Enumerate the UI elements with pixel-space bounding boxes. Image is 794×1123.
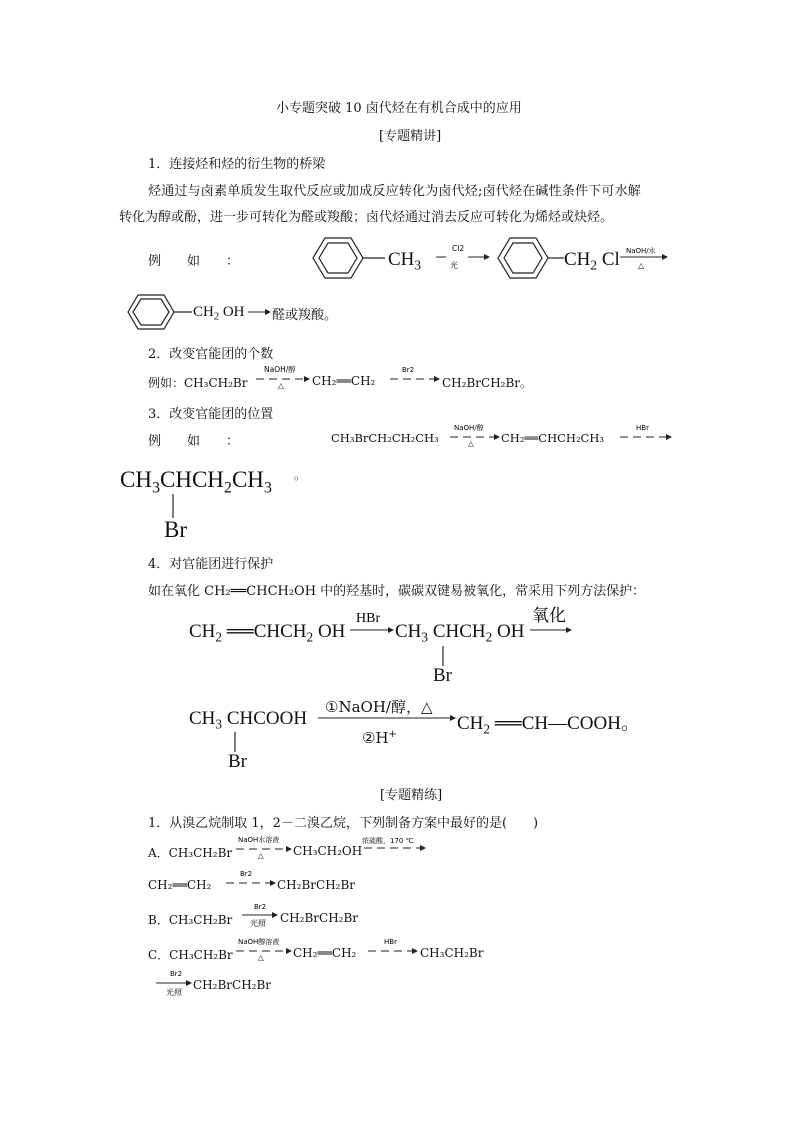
arrow-c-hbr [366,938,418,960]
svg-text:NaOH醇溶液: NaOH醇溶液 [238,938,280,946]
option-a-product: CH₂BrCH₂Br [277,878,356,892]
option-c-ethylene: CH₂══CH₂ [293,946,357,960]
hydroxymethyl-group: $CH_2$ OH [193,304,245,323]
option-c-product: CH₂BrCH₂Br [193,978,272,992]
ex3-bromo: Br [164,517,187,542]
ex3-period: 。 [294,468,307,482]
option-b-product: CH₂BrCH₂Br [280,911,359,925]
cond-naoh-water: NaOH/水 [626,247,656,255]
svg-text:光照: 光照 [250,919,266,928]
arrow-c-substitution [156,968,192,998]
svg-text:HBr: HBr [636,424,649,432]
heading-2: 2．改变官能团的个数 [148,347,274,362]
chloromethyl-group: $CH_2$ Cl [564,249,620,273]
svg-text:△: △ [258,851,264,860]
allyl-alcohol: $CH_2$ $══CHCH_2$ OH [189,621,346,645]
arrow-a-bromination [224,870,276,892]
svg-text:HBr: HBr [384,938,397,946]
arrow-hydrolysis [618,244,668,272]
section-title-lecture: [专题精讲] [379,129,442,144]
arrow-oxidation [247,305,271,319]
svg-text:NaOH/醇: NaOH/醇 [454,424,484,432]
svg-text:Br2: Br2 [240,870,253,878]
option-c-bromoethane: CH₃CH₂Br [420,946,484,960]
option-a-ethanol: CH₃CH₂OH [293,844,363,858]
option-c-label[interactable]: C．CH₃CH₂Br [148,948,233,962]
svg-text:Br2: Br2 [254,903,267,911]
svg-text:△: △ [278,381,284,390]
example-label-1: 例 如 ： [148,254,240,269]
arrow-c-elimination [234,938,292,962]
svg-text:HBr: HBr [356,611,381,626]
cond-acidify: ②H+ [362,729,397,747]
bromo-1: Br [433,665,452,686]
option-a-label[interactable]: A．CH₃CH₂Br [148,846,233,860]
aldehyde-or-acid: 醛或羧酸。 [272,308,338,323]
methyl-group: $CH_3$ [388,249,422,273]
cond-naoh-alcohol: NaOH/醇 [264,365,296,374]
arrow-b-substitution [240,901,278,929]
bromo-2: Br [228,751,247,772]
arrow-hbr-addition-1 [618,424,672,448]
svg-text:Br2: Br2 [170,970,183,978]
arrow-chlorination [434,244,490,272]
arrow-elimination-3 [316,712,456,724]
cond-light: 光 [450,261,458,270]
arrow-a-hydrolysis [234,836,292,860]
arrow-a-dehydration [362,834,442,856]
bromopropanol: $CH_3$ $CHCH_2$ OH [395,621,525,645]
cond-elimination-top: ①NaOH/醇，△ [325,698,433,716]
svg-text:光照: 光照 [166,988,182,997]
section-title-practice: [专题精练] [380,788,443,803]
option-a-ethylene: CH₂══CH₂ [148,878,212,892]
svg-text:浓硫酸，170 ℃: 浓硫酸，170 ℃ [362,837,414,845]
benzene-ring-1 [305,232,390,284]
arrow-hbr-addition-2 [348,610,394,636]
bromopropanoic-acid: $CH_3$ CHCOOH [189,708,308,732]
example-label-3: 例 如 ： [148,434,240,449]
cond-cl2: Cl2 [452,244,465,253]
paragraph-4: 如在氧化 CH₂══CHCH₂OH 中的羟基时，碳碳双键易被氧化，常采用下列方法保护： [148,584,646,599]
svg-text:氧化: 氧化 [532,606,566,626]
svg-text:△: △ [258,953,264,962]
benzene-ring-3 [122,291,202,333]
benzene-ring-2 [490,232,575,284]
question-1-stem: 1．从溴乙烷制取 1，2－二溴乙烷，下列制备方案中最好的是( ) [148,816,539,831]
heading-3: 3．改变官能团的位置 [148,407,274,422]
ex3-product-2-bromobutane: $CH_3CHCH_2CH_3$ [120,467,272,497]
ex2-ethylene: CH₂══CH₂ [312,374,376,388]
svg-text:Br2: Br2 [402,366,415,374]
arrow-bromination-1 [388,366,440,390]
ex3-start: CH₃BrCH₂CH₂CH₃ [331,431,439,445]
arrow-elimination-1 [254,366,310,390]
arrow-oxidize [528,604,572,636]
heading-4: 4．对官能团进行保护 [148,557,274,572]
acrylic-acid: $CH_2$ ══CH—COOH。 [457,713,640,737]
option-b-label[interactable]: B．CH₃CH₂Br [148,913,233,927]
paragraph-1-line-2: 转化为醇或酚，进一步可转化为醛或羧酸；卤代烃通过消去反应可转化为烯烃或炔烃。 [119,210,614,225]
cond-heat: △ [638,261,645,270]
svg-text:△: △ [468,439,474,448]
svg-text:NaOH水溶液: NaOH水溶液 [238,836,280,844]
ex3-butene: CH₂══CHCH₂CH₃ [501,431,604,445]
ex2-dibromoethane: CH₂BrCH₂Br。 [442,376,533,390]
paragraph-1-line-1: 烃通过与卤素单质发生取代反应或加成反应转化为卤代烃;卤代烃在碱性条件下可水解 [148,184,641,199]
page-title: 小专题突破 10 卤代烃在有机合成中的应用 [276,101,522,116]
arrow-elimination-2 [448,424,500,448]
ex2-start: 例如：CH₃CH₂Br [148,376,248,390]
heading-1: 1．连接烃和烃的衍生物的桥梁 [148,157,326,172]
